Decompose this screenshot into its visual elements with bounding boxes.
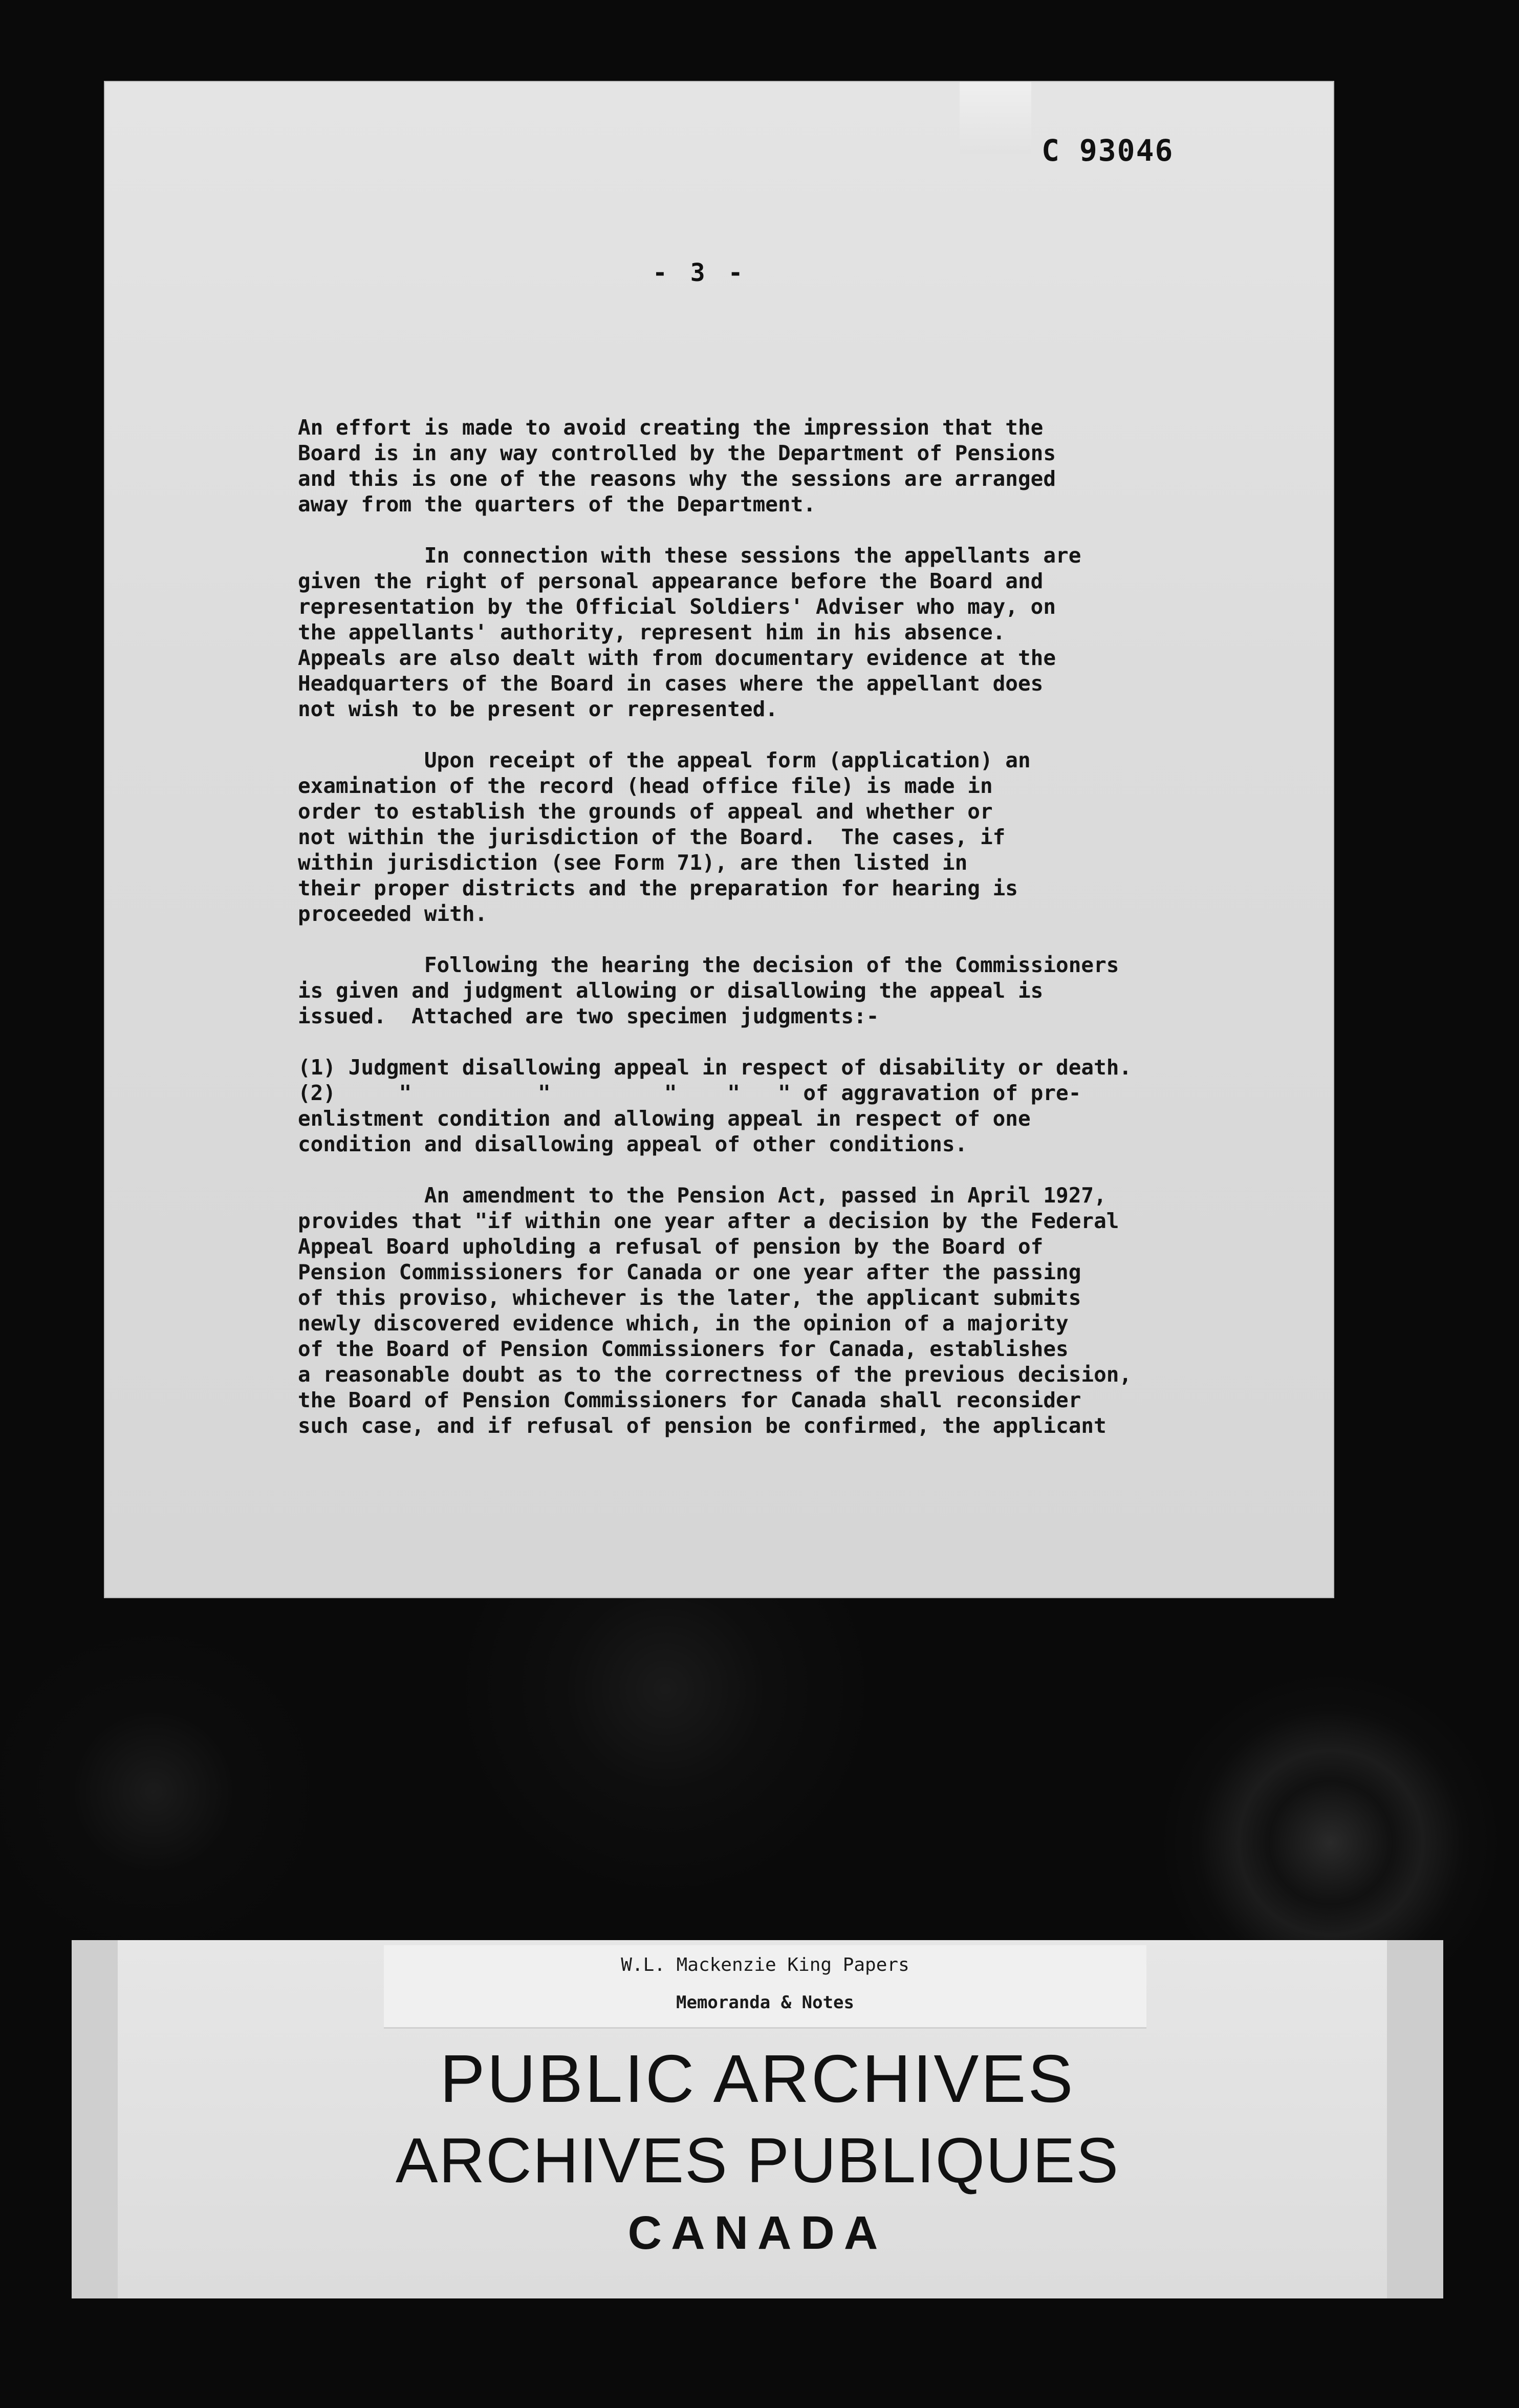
text-line: not within the jurisdiction of the Board. The cases, if: [298, 825, 1006, 849]
text-line: An effort is made to avoid creating the impression that the: [298, 415, 1044, 440]
text-line: Following the hearing the decision of the Commissioners: [298, 953, 1119, 977]
list-item: condition and disallowing appeal of other conditions.: [298, 1132, 968, 1156]
list-item: (2) " " " " " of aggravation of pre-: [298, 1081, 1081, 1105]
text-line: such case, and if refusal of pension be confirmed, the applicant: [298, 1413, 1106, 1438]
text-line: representation by the Official Soldiers' Adviser who may, on: [298, 594, 1056, 619]
text-line: given the right of personal appearance before the Board and: [298, 569, 1044, 593]
paragraph: [298, 747, 1332, 927]
text-line: not wish to be present or represented.: [298, 697, 778, 721]
reference-number: C 93046: [1041, 133, 1174, 168]
text-line: is given and judgment allowing or disallowing the appeal is: [298, 978, 1044, 1003]
text-line: the Board of Pension Commissioners for Canada shall reconsider: [298, 1388, 1081, 1412]
text-line: a reasonable doubt as to the correctness of the previous decision,: [298, 1362, 1132, 1387]
archive-country: CANADA: [627, 2207, 887, 2259]
archive-label: [72, 1940, 1443, 2298]
list-item: enlistment condition and allowing appeal in respect of one: [298, 1106, 1031, 1131]
text-line: order to establish the grounds of appeal and whether or: [298, 799, 993, 824]
paragraph: [298, 543, 1332, 722]
text-line: within jurisdiction (see Form 71), are then listed in: [298, 850, 968, 875]
text-line: of the Board of Pension Commissioners for Canada, establishes: [298, 1337, 1069, 1361]
document-body: [298, 415, 1332, 1464]
text-line: issued. Attached are two specimen judgments:-: [298, 1004, 879, 1028]
text-line: examination of the record (head office file) is made in: [298, 773, 993, 798]
text-line: proceeded with.: [298, 901, 488, 926]
judgment-list: [298, 1055, 1332, 1157]
text-line: their proper districts and the preparation for hearing is: [298, 876, 1018, 900]
paragraph: [298, 415, 1332, 517]
text-line: Upon receipt of the appeal form (application) an: [298, 748, 1031, 772]
text-line: the appellants' authority, represent him in his absence.: [298, 620, 1006, 644]
list-item: (1) Judgment disallowing appeal in respect of disability or death.: [298, 1055, 1132, 1080]
text-line: of this proviso, whichever is the later, the applicant submits: [298, 1285, 1081, 1310]
text-line: Pension Commissioners for Canada or one year after the passing: [298, 1260, 1081, 1284]
page-fold-mark: [960, 82, 1031, 154]
page-number: - 3 -: [653, 259, 747, 287]
text-line: newly discovered evidence which, in the opinion of a majority: [298, 1311, 1069, 1336]
collection-name: W.L. Mackenzie King Papers: [621, 1954, 909, 1975]
text-line: Appeals are also dealt with from documentary evidence at the: [298, 646, 1056, 670]
text-line: Board is in any way controlled by the Department of Pensions: [298, 441, 1056, 465]
text-line: away from the quarters of the Department.: [298, 492, 816, 517]
text-line: provides that "if within one year after a decision by the Federal: [298, 1209, 1119, 1233]
text-line: An amendment to the Pension Act, passed in April 1927,: [298, 1183, 1106, 1208]
series-name: Memoranda & Notes: [676, 1992, 854, 2013]
collection-strip: [384, 1945, 1146, 2029]
archive-title-english: PUBLIC ARCHIVES: [440, 2041, 1075, 2116]
text-line: In connection with these sessions the appellants are: [298, 543, 1081, 568]
archive-title-french: ARCHIVES PUBLIQUES: [395, 2125, 1120, 2196]
text-line: and this is one of the reasons why the sessions are arranged: [298, 466, 1056, 491]
paragraph: [298, 1182, 1332, 1438]
document-page: [105, 82, 1333, 1597]
text-line: Appeal Board upholding a refusal of pension by the Board of: [298, 1234, 1044, 1259]
paragraph: [298, 952, 1332, 1029]
text-line: Headquarters of the Board in cases where the appellant does: [298, 671, 1044, 696]
